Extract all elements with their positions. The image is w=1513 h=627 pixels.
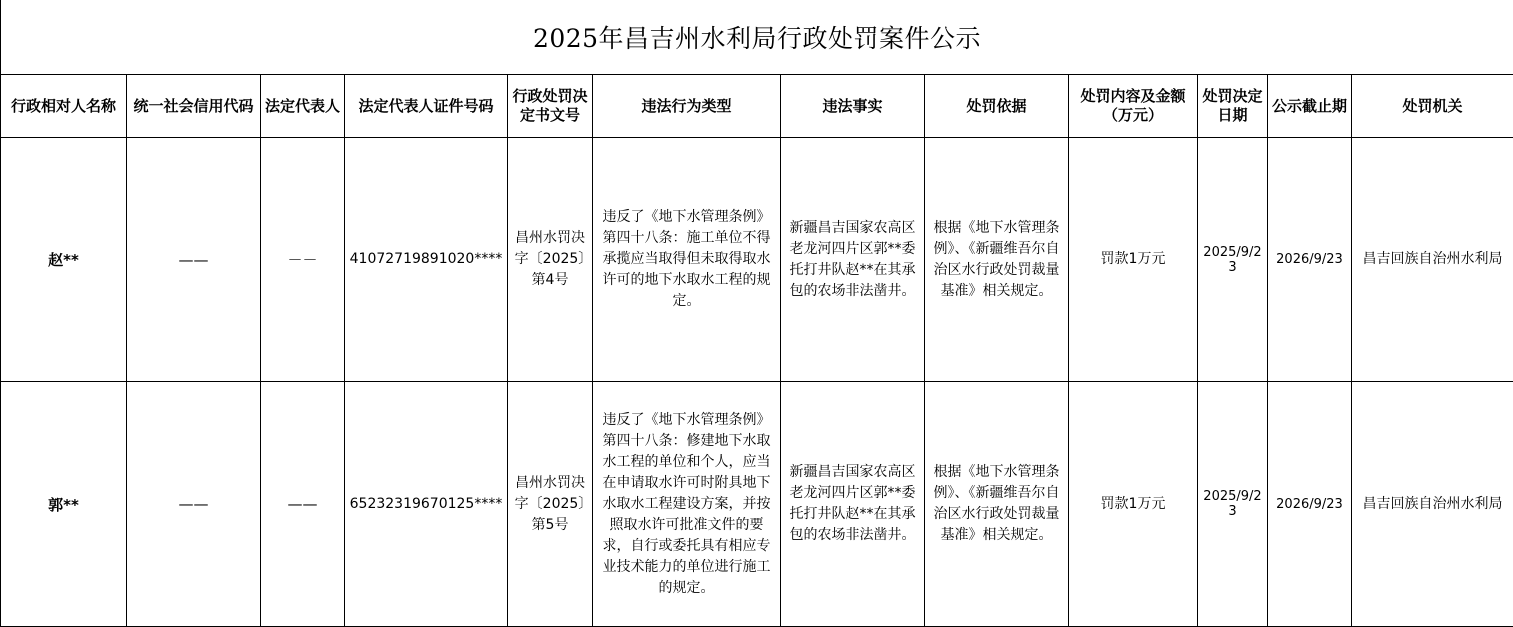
id-number-cell: 65232319670125**** — [345, 382, 508, 627]
header-cell: 违法行为类型 — [593, 75, 781, 138]
table-row — [1, 138, 1513, 382]
document-title-row — [0, 0, 1513, 74]
penalty-cell: 罚款1万元 — [1069, 382, 1198, 627]
basis-cell: 根据《地下水管理条例》、《新疆维吾尔自治区水行政处罚裁量基准》相关规定。 — [925, 138, 1069, 382]
credit-code-cell: —— — [127, 382, 261, 627]
header-cell: 处罚机关 — [1352, 75, 1513, 138]
header-cell: 行政处罚决定书文号 — [508, 75, 593, 138]
header-cell: 公示截止期 — [1268, 75, 1352, 138]
table-row — [1, 382, 1513, 627]
header-cell: 法定代表人证件号码 — [345, 75, 508, 138]
deadline-cell: 2026/9/23 — [1268, 382, 1352, 627]
penalty-table — [0, 74, 1513, 627]
header-cell: 法定代表人 — [261, 75, 345, 138]
party-name-cell: 赵** — [1, 138, 127, 382]
header-cell: 处罚决定日期 — [1198, 75, 1268, 138]
facts-cell: 新疆昌吉国家农高区老龙河四片区郭**委托打井队赵**在其承包的农场非法凿井。 — [781, 382, 925, 627]
basis-cell: 根据《地下水管理条例》、《新疆维吾尔自治区水行政处罚裁量基准》相关规定。 — [925, 382, 1069, 627]
decision-date-cell: 2025/9/23 — [1198, 382, 1268, 627]
doc-number-cell: 昌州水罚决字〔2025〕第5号 — [508, 382, 593, 627]
header-cell: 违法事实 — [781, 75, 925, 138]
violation-type-cell: 违反了《地下水管理条例》第四十八条：施工单位不得承揽应当取得但未取得取水许可的地下水取水工程的规定。 — [593, 138, 781, 382]
document-title: 2025年昌吉州水利局行政处罚案件公示 — [533, 19, 981, 55]
id-number-cell: 41072719891020**** — [345, 138, 508, 382]
header-cell: 统一社会信用代码 — [127, 75, 261, 138]
deadline-cell: 2026/9/23 — [1268, 138, 1352, 382]
credit-code-cell: —— — [127, 138, 261, 382]
legal-rep-cell: －－ — [261, 138, 345, 382]
table-header-row — [1, 75, 1513, 138]
authority-cell: 昌吉回族自治州水利局 — [1352, 138, 1513, 382]
header-cell: 处罚依据 — [925, 75, 1069, 138]
doc-number-cell: 昌州水罚决字〔2025〕第4号 — [508, 138, 593, 382]
header-cell: 行政相对人名称 — [1, 75, 127, 138]
legal-rep-cell: —— — [261, 382, 345, 627]
penalty-cell: 罚款1万元 — [1069, 138, 1198, 382]
facts-cell: 新疆昌吉国家农高区老龙河四片区郭**委托打井队赵**在其承包的农场非法凿井。 — [781, 138, 925, 382]
violation-type-cell: 违反了《地下水管理条例》第四十八条：修建地下水取水工程的单位和个人，应当在申请取水许可时附具地下水取水工程建设方案，并按照取水许可批准文件的要求，自行或委托具有相应专业技术能力的单位进行施工的规定。 — [593, 382, 781, 627]
authority-cell: 昌吉回族自治州水利局 — [1352, 382, 1513, 627]
decision-date-cell: 2025/9/23 — [1198, 138, 1268, 382]
header-cell: 处罚内容及金额（万元） — [1069, 75, 1198, 138]
party-name-cell: 郭** — [1, 382, 127, 627]
